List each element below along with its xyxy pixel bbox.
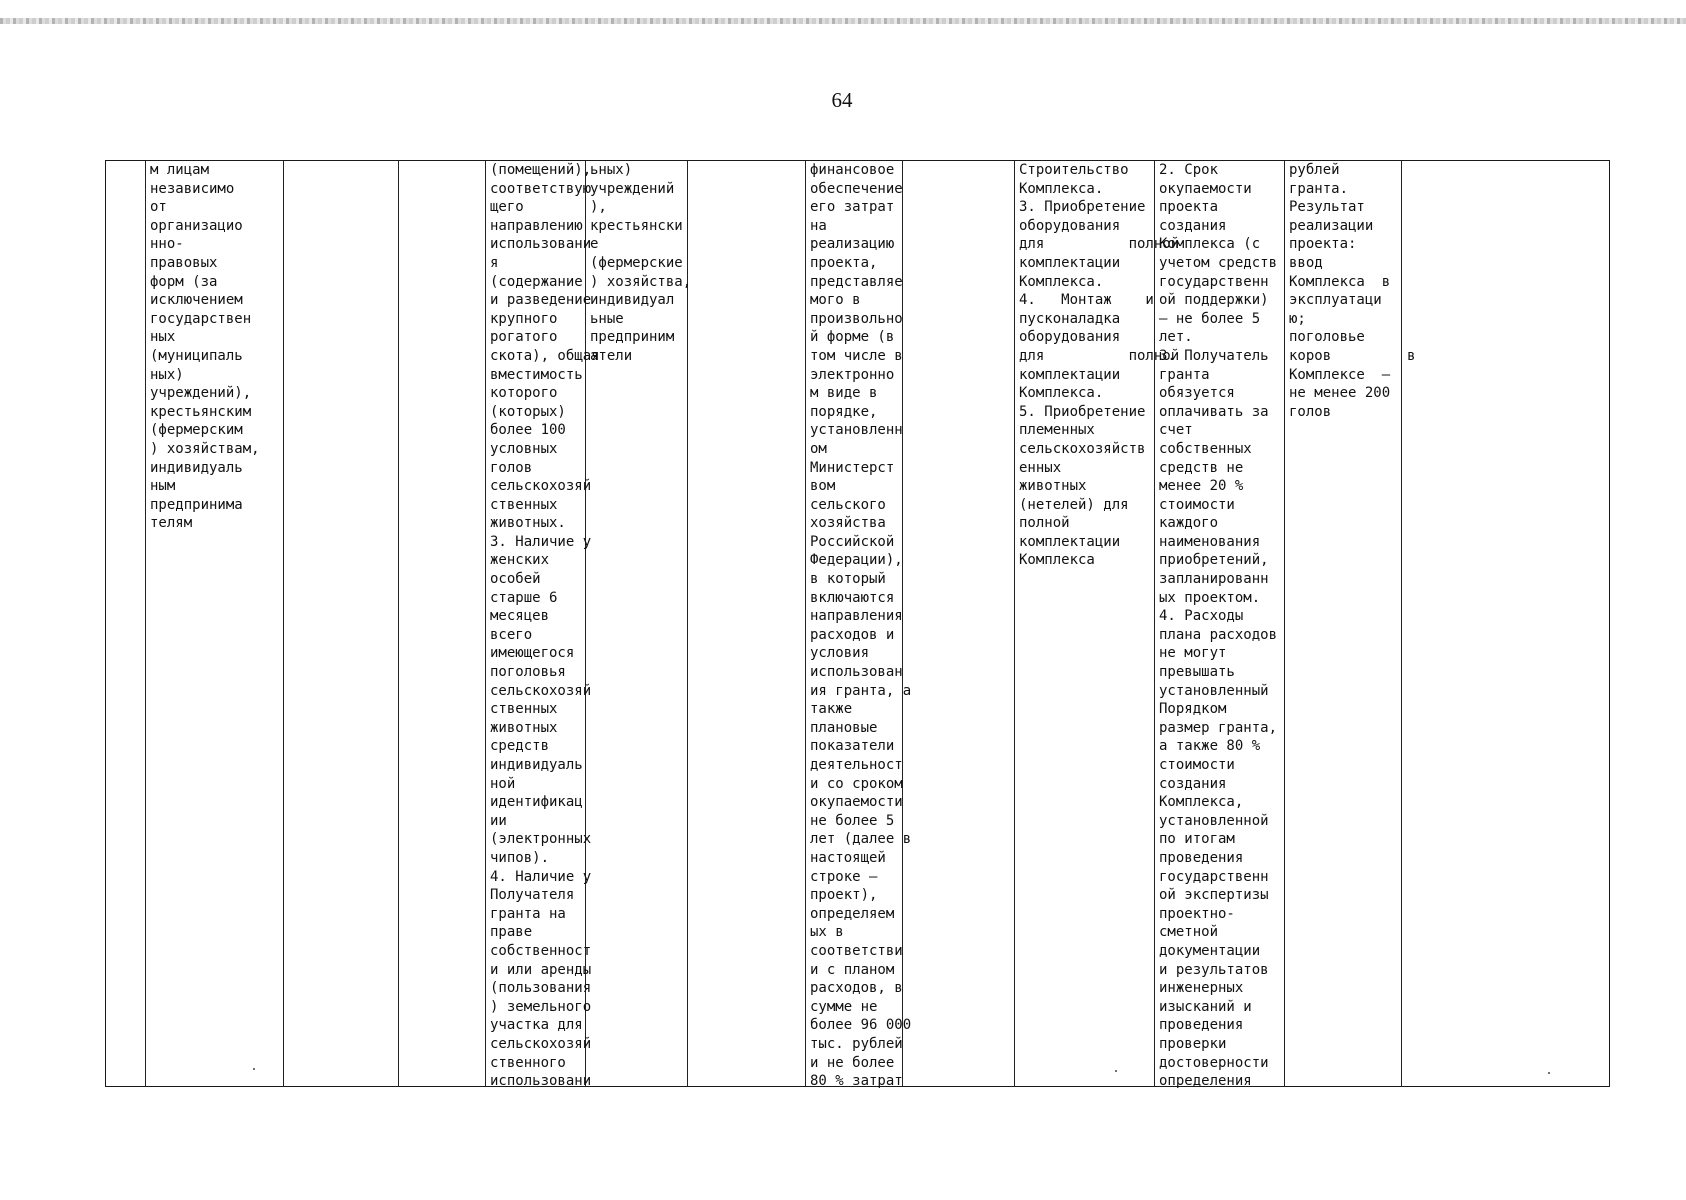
table-column-7 [688,161,806,1086]
table-column-5 [486,161,600,1090]
page-number: 64 [831,88,853,112]
scan-speck [1548,1072,1550,1074]
table-column-3 [284,161,399,1086]
scan-speck [253,1068,255,1070]
scan-speck [1115,1070,1117,1072]
table-cell: (помещений), соответствую щего направлению использовани я (содержание и разведение крупного рогатого скота), общая вместимость которого (которых) более 100 условных голов сельскохозяй ственных животных. 3. Наличие у женских особей старше 6 месяцев всего имеющегося поголовья сельскохозяй ственных животных средств индивидуаль ной идентификац ии (электронных чипов). 4. Наличие у Получателя гранта на праве собственност и или аренды (пользования ) земельного участка для сельскохозяй ственного использовани [490,162,600,1090]
table-cell: ьных) учреждений ), крестьянски е (фермерские ) хозяйства, индивидуал ьные предприним атели [590,162,692,364]
table-cell: 2. Срок окупаемости проекта создания Комплекса (с учетом средств государственн ой поддержки) – не более 5 лет. 3. Получатель гранта обязуется оплачивать за счет собственных средств не менее 20 % стоимости каждого наименования приобретений, запланированн ых проектом. 4. Расходы плана расходов не могут превышать установленный Порядком размер гранта, а также 80 % стоимости создания Комплекса, установленной по итогам проведения государственн ой экспертизы проектно- сметной документации и результатов инженерных изысканий и проведения проверки достоверности определения [1159,162,1278,1090]
table-column-8 [806,161,912,1090]
scan-edge-noise [0,18,1686,24]
table-column-2 [146,161,284,1086]
table-column-12 [1285,161,1416,1086]
table-column-13 [1402,161,1611,1086]
table-cell: рублей гранта. Результат реализации проекта: ввод Комплекса в эксплуатаци ю; поголовье коров в Комплексе – не менее 200 голов [1289,162,1416,420]
table-column-4 [399,161,486,1086]
document-table [105,160,1610,1090]
table-cell: Строительство Комплекса. 3. Приобретение оборудования для полной комплектации Комплекса. 4. Монтаж и пусконаладка оборудования для полной комплектации Комплекса. 5. Приобретение племенных сельскохозяйств енных животных (нетелей) для полной комплектации Комплекса [1019,162,1180,569]
table-cell: финансовое обеспечение его затрат на реализацию проекта, представляе мого в произвольно й форме (в том числе в электронно м виде в порядке, установленн ом Министерст вом сельского хозяйства Российской Федерации), в который включаются направления расходов и условия использован ия гранта, а также плановые показатели деятельност и со сроком окупаемости не более 5 лет (далее в настоящей строке – проект), определяем ых в соответстви и с планом расходов, в сумме не более 96 000 тыс. рублей и не более 80 % затрат [810,162,912,1090]
table-column-1 [106,161,146,1086]
table-column-6 [586,161,692,1086]
table-column-9 [903,161,1015,1086]
table-column-11 [1155,161,1285,1090]
table-column-10 [1015,161,1180,1086]
table-cell: м лицам независимо от организацио нно- правовых форм (за исключением государствен ных (муниципаль ных) учреждений), крестьянским (фермерским ) хозяйствам, индивидуаль ным предпринима телям [150,162,260,532]
